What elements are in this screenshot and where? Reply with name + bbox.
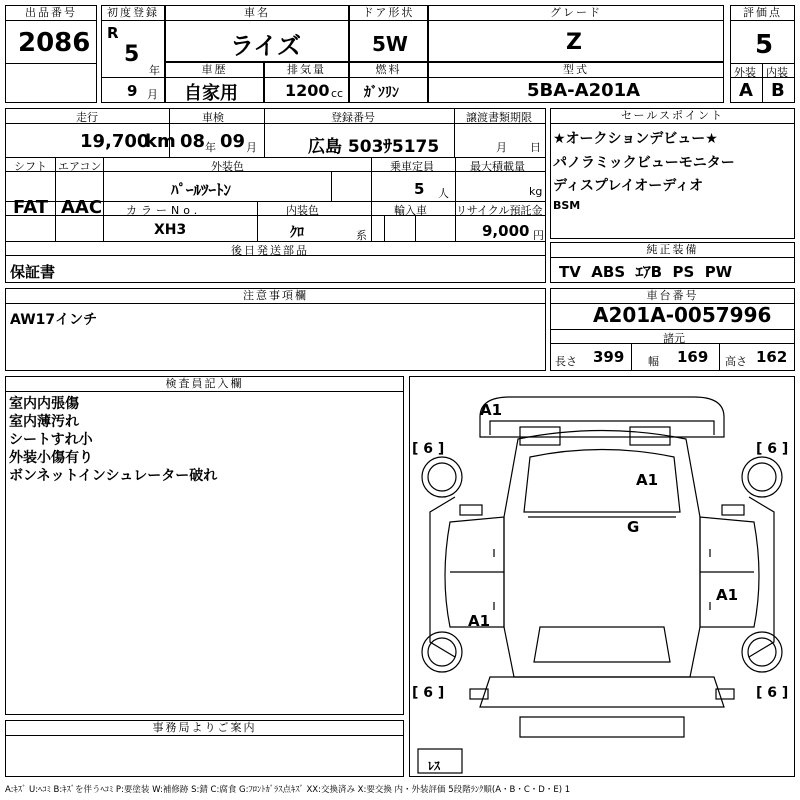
ac-value: AAC: [61, 197, 103, 218]
legend-text: A:ｷｽﾞ U:ﾍｺﾐ B:ｷｽﾞを伴うﾍｺﾐ P:要塗装 W:補修跡 S:錆 C:腐食 G:ﾌﾛﾝﾄｶﾞﾗｽ点ｷｽﾞ XX:交換済み X:要交換 内・外装評価 5段階ﾗﾝｸ順(A・B・C・D・E) 1: [5, 785, 571, 795]
sales-point-2: パノラミックビューモニター: [553, 155, 735, 171]
damage-diagram: [409, 376, 795, 777]
history-value: 自家用: [184, 83, 238, 104]
first-registration-label: 初度登録: [102, 6, 164, 21]
door-value: 5W: [372, 32, 408, 56]
shift-value: FAT: [13, 197, 49, 218]
sales-point-3: ディスプレイオーディオ: [553, 178, 704, 194]
capacity-value: 5: [414, 180, 425, 198]
displacement-box: [264, 62, 349, 103]
chassis-label: 車台番号: [551, 289, 794, 304]
tire-front-right: [ 6 ]: [756, 441, 789, 457]
door-label: ドア形状: [350, 6, 427, 21]
interior-label: 内装: [766, 66, 788, 79]
displacement-value: 1200: [285, 81, 330, 100]
inspector-label: 検査員記入欄: [6, 377, 403, 392]
year-value: 5: [124, 42, 140, 67]
specs-label: 諸元: [663, 332, 685, 345]
max-load-unit: kg: [529, 185, 543, 198]
later-parts-value: 保証書: [10, 263, 56, 281]
inspection-label: 車検: [202, 111, 224, 124]
int-color-value: ｸﾛ: [290, 225, 304, 241]
capacity-label: 乗車定員: [390, 160, 434, 173]
score-label: 評価点: [731, 6, 794, 21]
inspector-box: [5, 376, 404, 715]
year-unit: 年: [149, 64, 160, 77]
tire-front-left: [ 6 ]: [412, 441, 445, 457]
mileage-unit: km: [145, 131, 176, 152]
max-load-label: 最大積載量: [470, 160, 525, 173]
sales-point-4: BSM: [553, 199, 581, 212]
fuel-value: ｶﾞｿﾘﾝ: [364, 85, 399, 101]
car-outline-diagram: [410, 377, 794, 776]
fuel-label: 燃料: [350, 63, 427, 78]
office-label: 事務局よりご案内: [6, 721, 403, 736]
capacity-unit: 人: [438, 187, 449, 200]
model-value: 5BA-A201A: [527, 80, 641, 101]
model-label: 型式: [429, 63, 723, 78]
displacement-label: 排気量: [265, 63, 348, 78]
grade-label: グレード: [429, 6, 723, 21]
month-value: 9: [127, 82, 138, 100]
ac-label: エアコン: [58, 160, 102, 173]
int-color-unit: 系: [356, 229, 367, 242]
inspector-line-4: 外装小傷有り: [9, 450, 93, 466]
registration-label: 登録番号: [331, 111, 375, 124]
era-value: R: [107, 24, 119, 42]
notes-label: 注意事項欄: [6, 289, 545, 304]
length-label: 長さ: [555, 355, 577, 368]
recycle-value: 9,000: [482, 222, 530, 240]
equipment-value: TV ABS ｴｱB PS PW: [559, 263, 733, 281]
inspection-year: 08: [180, 131, 206, 152]
fuel-box: [349, 62, 428, 103]
length-value: 399: [593, 348, 625, 366]
car-name-box: [165, 5, 349, 62]
sales-point-1: ★オークションデビュー★: [553, 131, 718, 147]
chassis-box: [550, 288, 795, 371]
history-label: 車歴: [166, 63, 263, 78]
first-registration-box: [101, 5, 165, 103]
damage-mark-front: A1: [480, 401, 503, 419]
door-box: [349, 5, 428, 62]
later-parts-label: 後日発送部品: [231, 244, 309, 257]
office-box: [5, 720, 404, 777]
mileage-value: 19,700: [80, 131, 150, 152]
exterior-value: A: [739, 80, 753, 101]
sales-points-box: [550, 108, 795, 239]
inspector-line-5: ボンネットインシュレーター破れ: [9, 468, 218, 484]
chassis-value: A201A-0057996: [593, 303, 772, 327]
recycle-unit: 円: [533, 229, 544, 242]
grade-value: Z: [566, 30, 582, 55]
equipment-box: [550, 242, 795, 283]
color-no-value: XH3: [154, 222, 187, 238]
registration-value: 広島 503ｻ5175: [308, 137, 440, 157]
ext-color-label: 外装色: [211, 160, 244, 173]
inspection-month-unit: 月: [246, 141, 257, 154]
exterior-label: 外装: [734, 66, 756, 79]
width-value: 169: [677, 348, 709, 366]
inspector-line-1: 室内内張傷: [9, 396, 79, 412]
transfer-day-unit: 日: [530, 141, 541, 154]
tire-rear-right: [ 6 ]: [756, 685, 789, 701]
month-unit: 月: [147, 88, 158, 101]
notes-box: [5, 288, 546, 371]
car-name-value: ライズ: [230, 32, 302, 60]
inspection-month: 09: [220, 131, 246, 152]
model-box: [428, 62, 724, 103]
transfer-month-unit: 月: [496, 141, 507, 154]
spare-tire-label: ﾚｽ: [428, 759, 441, 773]
shift-label: シフト: [14, 160, 47, 173]
transfer-label: 譲渡書類期限: [466, 111, 532, 124]
sales-points-label: セールスポイント: [551, 109, 794, 124]
damage-mark-right-door: A1: [716, 586, 739, 604]
inspector-line-3: シートすれ小: [9, 432, 93, 448]
notes-value: AW17インチ: [10, 312, 98, 328]
interior-value: B: [771, 80, 785, 101]
history-box: [165, 62, 264, 103]
damage-mark-hood: A1: [636, 471, 659, 489]
damage-mark-glass: G: [627, 518, 640, 536]
score-box: [730, 5, 795, 103]
int-color-label: 内装色: [286, 204, 319, 217]
ext-color-value: ﾊﾟｰﾙﾂｰﾄﾝ: [171, 181, 232, 199]
tire-rear-left: [ 6 ]: [412, 685, 445, 701]
import-label: 輸入車: [394, 204, 427, 217]
height-value: 162: [756, 348, 788, 366]
color-no-label: カラーNo.: [126, 204, 202, 217]
lot-number-label: 出品番号: [6, 6, 96, 21]
inspector-line-2: 室内薄汚れ: [9, 414, 79, 430]
lot-number-value: 2086: [18, 28, 91, 58]
displacement-unit: cc: [331, 87, 344, 100]
vehicle-info-grid: [5, 108, 546, 283]
lot-number-box: [5, 5, 97, 103]
mileage-label: 走行: [76, 111, 98, 124]
inspection-year-unit: 年: [205, 141, 216, 154]
car-name-label: 車名: [166, 6, 348, 21]
recycle-label: リサイクル預託金: [456, 204, 543, 217]
score-value: 5: [755, 30, 774, 60]
width-label: 幅: [648, 355, 659, 368]
grade-box: [428, 5, 724, 62]
damage-mark-left-door: A1: [468, 612, 491, 630]
equipment-label: 純正装備: [551, 243, 794, 258]
height-label: 高さ: [725, 355, 747, 368]
